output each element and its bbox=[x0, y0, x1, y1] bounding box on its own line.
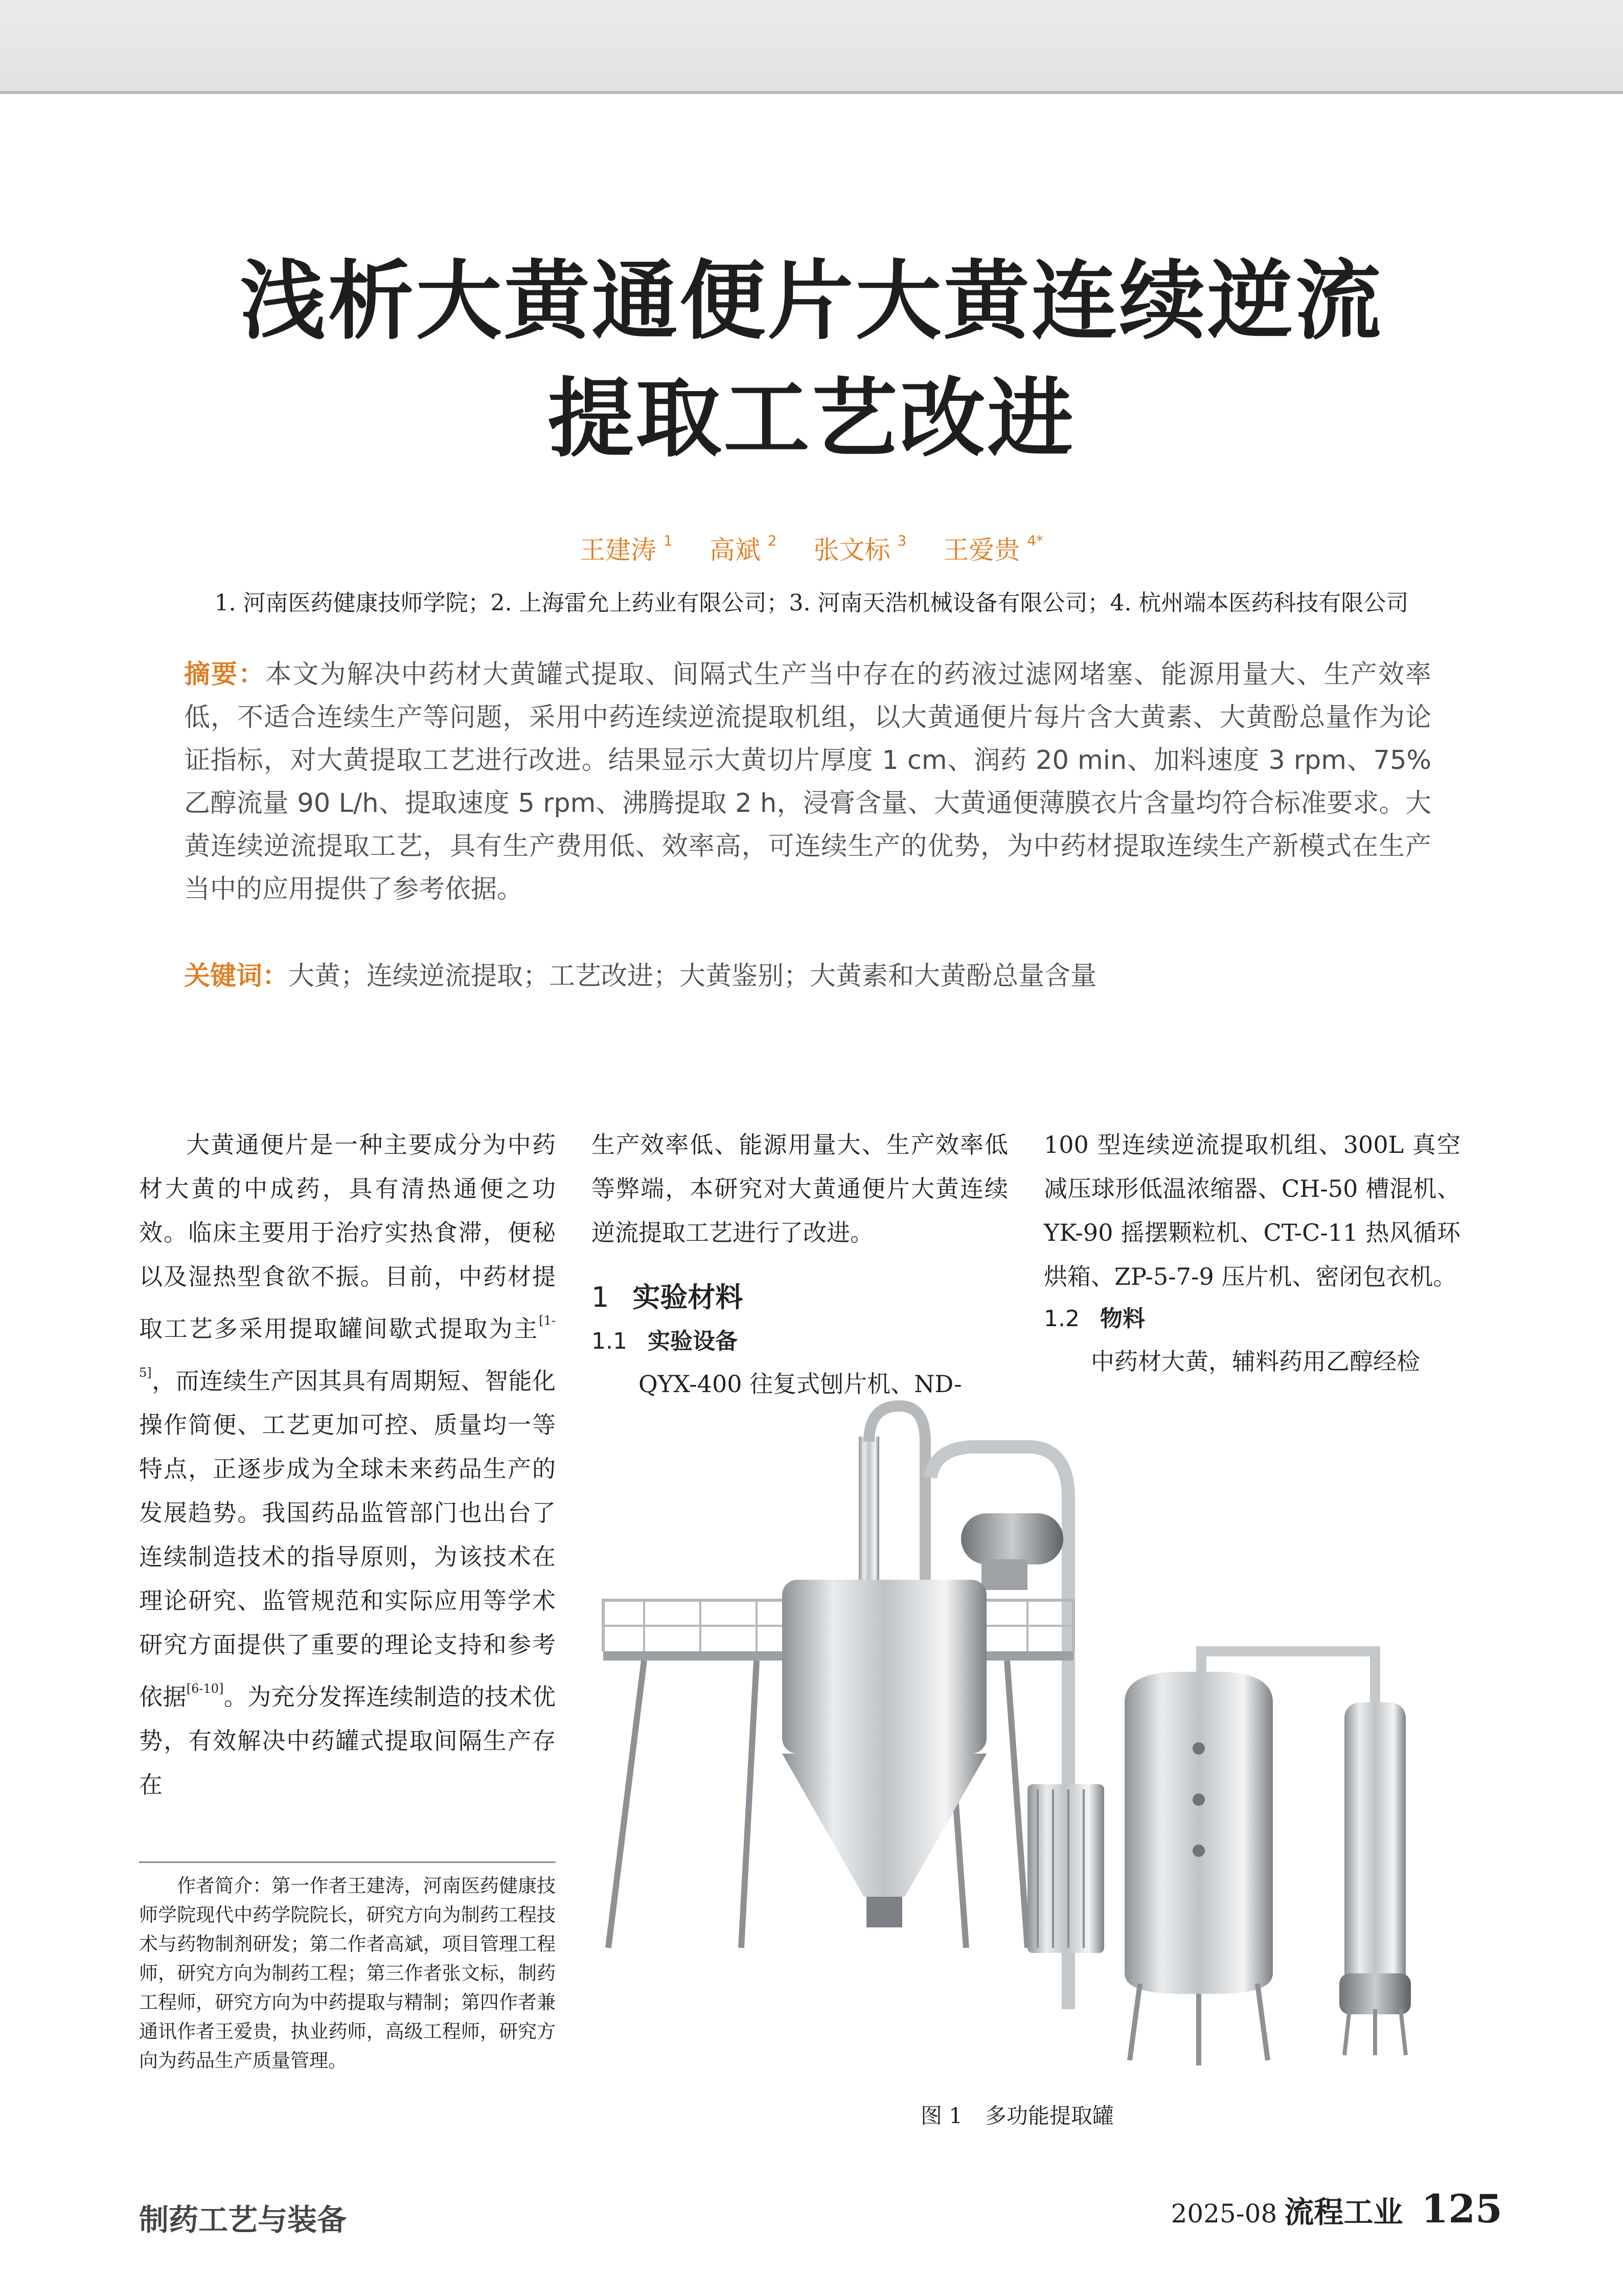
footer-section-name: 制药工艺与装备 bbox=[139, 2202, 347, 2237]
author-4: 王爱贵 $^{4*}$ bbox=[943, 532, 1044, 565]
equipment-paragraph-part-1: QYX-400 往复式刨片机、ND- bbox=[638, 1370, 962, 1398]
footer-issue: 2025-08 bbox=[1171, 2199, 1277, 2229]
intro-paragraph-part-2: 生产效率低、能源用量大、生产效率低等弊端，本研究对大黄通便片大黄连续逆流提取工艺进行了改进。 bbox=[591, 1131, 1008, 1246]
abstract-text: 本文为解决中药材大黄罐式提取、间隔式生产当中存在的药液过滤网堵塞、能源用量大、生产效率低，不适合连续生产等问题，采用中药连续逆流提取机组，以大黄通便片每片含大黄素、大黄酚总量作为论证指标，对大黄提取工艺进行改进。结果显示大黄切片厚度 1 cm、润药 20 min、加料速度 3 rpm、75% 乙醇流量 90 L/h、提取速度 5 rpm、沸腾提取 2 h，浸膏含量、大黄通便薄膜衣片含量均符合标准要求。大黄连续逆流提取工艺，具有生产费用低、效率高，可连续生产的优势，为中药材提取连续生产新模式在生产当中的应用提供了参考依据。 bbox=[184, 660, 1431, 904]
receiver-base bbox=[1339, 1973, 1411, 2014]
page-number: 125 bbox=[1421, 2186, 1502, 2232]
citation-6-10: [6-10] bbox=[186, 1681, 224, 1696]
author-2: 高斌 $^2$ bbox=[709, 532, 777, 565]
extraction-tank-body bbox=[782, 1580, 987, 1754]
footer-journal-info bbox=[1171, 2186, 1502, 2232]
footer-journal-name: 流程工业 bbox=[1284, 2195, 1403, 2230]
horizontal-condenser bbox=[961, 1513, 1063, 1564]
section-1-heading: 1 实验材料 bbox=[591, 1281, 743, 1313]
figure-caption: 图 1 多功能提取罐 bbox=[920, 2103, 1114, 2128]
affiliations: 1. 河南医药健康技师学院；2. 上海雷允上药业有限公司；3. 河南天浩机械设备有限公司；4. 杭州端本医药科技有限公司 bbox=[214, 590, 1409, 616]
material-paragraph: 中药材大黄，辅料药用乙醇经检 bbox=[1091, 1348, 1420, 1375]
author-list bbox=[0, 530, 1623, 566]
section-1-1-heading: 1.1 实验设备 bbox=[591, 1328, 738, 1354]
abstract-label: 摘要： bbox=[184, 660, 266, 690]
keywords-label: 关键词： bbox=[184, 961, 289, 991]
abstract bbox=[184, 653, 1431, 911]
receiver-column bbox=[1344, 1702, 1406, 1989]
author-3: 张文标 $^3$ bbox=[813, 532, 907, 565]
body-column-3 bbox=[1044, 1123, 1460, 1383]
equipment-paragraph-part-2: 100 型连续逆流提取机组、300L 真空减压球形低温浓缩器、CH-50 槽混机、YK-90 摇摆颗粒机、CT-C-11 热风循环烘箱、ZP-5-7-9 压片机、密闭包衣机。 bbox=[1044, 1131, 1460, 1290]
extraction-tank-figure bbox=[588, 1396, 1447, 2096]
page-header-band bbox=[0, 0, 1623, 94]
condenser-support bbox=[981, 1559, 1027, 1590]
author-bio-divider bbox=[139, 1861, 556, 1863]
body-column-2 bbox=[591, 1123, 1008, 1406]
citation-1-5: [1-5] bbox=[139, 1313, 556, 1380]
keywords bbox=[184, 955, 1431, 998]
concentrator-vessel bbox=[1125, 1672, 1273, 1994]
keywords-text: 大黄；连续逆流提取；工艺改进；大黄鉴别；大黄素和大黄酚总量含量 bbox=[288, 961, 1097, 991]
article-title-line-2: 提取工艺改进 bbox=[547, 369, 1076, 469]
author-1: 王建涛 $^1$ bbox=[579, 532, 673, 565]
body-column-1 bbox=[139, 1123, 556, 1807]
author-bio: 作者简介：第一作者王建涛，河南医药健康技师学院现代中药学院院长，研究方向为制药工程技术与药物制剂研发；第二作者高斌，项目管理工程师，研究方向为制药工程；第三作者张文标，制药工程师，研究方向为中药提取与精制；第四作者兼通讯作者王爱贵，执业药师，高级工程师，研究方向为药品生产质量管理。 bbox=[139, 1875, 556, 2072]
filter-vessel bbox=[1027, 1784, 1104, 1953]
intro-paragraph-part-1: 大黄通便片是一种主要成分为中药材大黄的中成药，具有清热通便之功效。临床主要用于治疗实热食滞，便秘以及湿热型食欲不振。目前，中药材提取工艺多采用提取罐间歇式提取为主[1-5]，而连续生产因其具有周期短、智能化操作简便、工艺更加可控、质量均一等特点，正逐步成为全球未来药品生产的发展趋势。我国药品监管部门也出台了连续制造技术的指导原则，为该技术在理论研究、监管规范和实际应用等学术研究方面提供了重要的理论支持和参考依据[6-10]。为充分发挥连续制造的技术优势，有效解决中药罐式提取间隔生产存在 bbox=[139, 1131, 556, 1799]
article-title-line-1: 浅析大黄通便片大黄连续逆流 bbox=[240, 251, 1383, 351]
tank-outlet bbox=[866, 1897, 902, 1927]
section-1-2-heading: 1.2 物料 bbox=[1044, 1306, 1145, 1332]
